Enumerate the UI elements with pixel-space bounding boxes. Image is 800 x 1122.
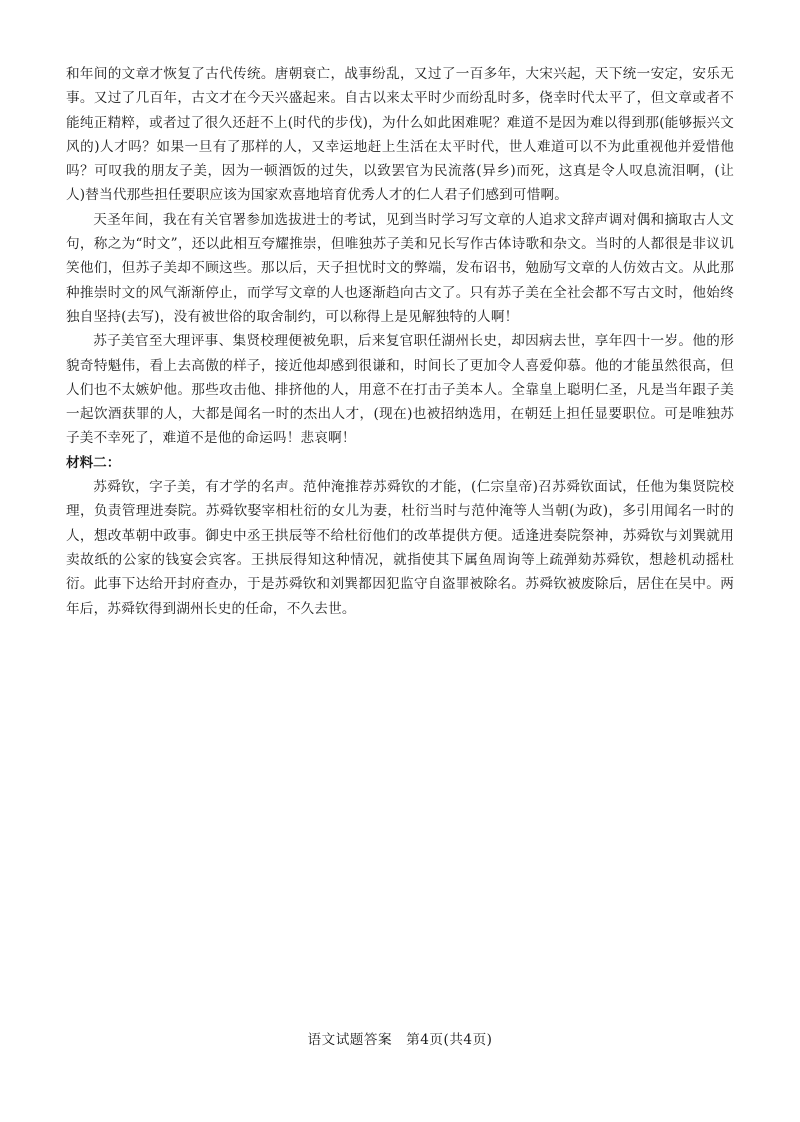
material-two-paragraph: 苏舜钦，字子美，有才学的名声。范仲淹推荐苏舜钦的才能，(仁宗皇帝)召苏舜钦面试，任他为集贤院校理，负责管理进奏院。苏舜钦娶宰相杜衍的女儿为妻，杜衍当时与范仲淹等人当朝(为政)，多引用闻名一时的人，想改革朝中政事。御史中丞王拱辰等不给杜衍他们的改革提供方便。适逢进奏院祭神，苏舜钦与刘巽就用卖故纸的公家的钱宴会宾客。王拱辰得知这种情况，就指使其下属鱼周询等上疏弹劾苏舜钦，想趁机动摇杜衍。此事下达给开封府查办，于是苏舜钦和刘巽都因犯监守自盗罪被除名。苏舜钦被废除后，居住在吴中。两年后，苏舜钦得到湖州长史的任命，不久去世。	[66, 479, 734, 617]
material-one-paragraph-2: 天圣年间，我在有关官署参加选拔进士的考试，见到当时学习写文章的人追求文辞声调对偶和摘取古人文句，称之为“时文”，还以此相互夸耀推崇，但唯独苏子美和兄长写作古体诗歌和杂文。当时的人都很是非议讥笑他们，但苏子美却不顾这些。那以后，天子担忧时文的弊端，发布诏书，勉励写文章的人仿效古文。从此那种推崇时文的风气渐渐停止，而学写文章的人也逐渐趋向古文了。只有苏子美在全社会都不写古文时，他始终独自坚持(去写)，没有被世俗的取舍制约，可以称得上是见解独特的人啊！	[66, 211, 734, 325]
material-one-paragraph-1: 和年间的文章才恢复了古代传统。唐朝衰亡，战事纷乱，又过了一百多年，大宋兴起，天下统一安定，安乐无事。又过了几百年，古文才在今天兴盛起来。自古以来太平时少而纷乱时多，侥幸时代太平了，但文章或者不能纯正精粹，或者过了很久还赶不上(时代的步伐)，为什么如此困难呢？难道不是因为难以得到那(能够振兴文风的)人才吗？如果一旦有了那样的人，又幸运地赶上生活在太平时代，世人难道可以不为此重视他并爱惜他吗？可叹我的朋友子美，因为一顿酒饭的过失，以致罢官为民流落(异乡)而死，这真是令人叹息流泪啊，(让人)替当代那些担任要职应该为国家欢喜地培育优秀人才的仁人君子们感到可惜啊。	[66, 66, 734, 204]
material-one-paragraph-3: 苏子美官至大理评事、集贤校理便被免职，后来复官职任湖州长史，却因病去世，享年四十一岁。他的形貌奇特魁伟，看上去高傲的样子，接近他却感到很谦和，时间长了更加令人喜爱仰慕。他的才能虽然很高，但人们也不太嫉妒他。那些攻击他、排挤他的人，用意不在打击子美本人。全靠皇上聪明仁圣，凡是当年跟子美一起饮酒获罪的人，大都是闻名一时的杰出人才，(现在)也被招纳选用，在朝廷上担任显要职位。可是唯独苏子美不幸死了，难道不是他的命运吗！悲哀啊！	[66, 333, 734, 447]
answer-page-body	[66, 62, 734, 621]
material-two-label: 材料二：	[66, 454, 121, 471]
page-footer: 语文试题答案 第4页(共4页)	[307, 1032, 493, 1048]
